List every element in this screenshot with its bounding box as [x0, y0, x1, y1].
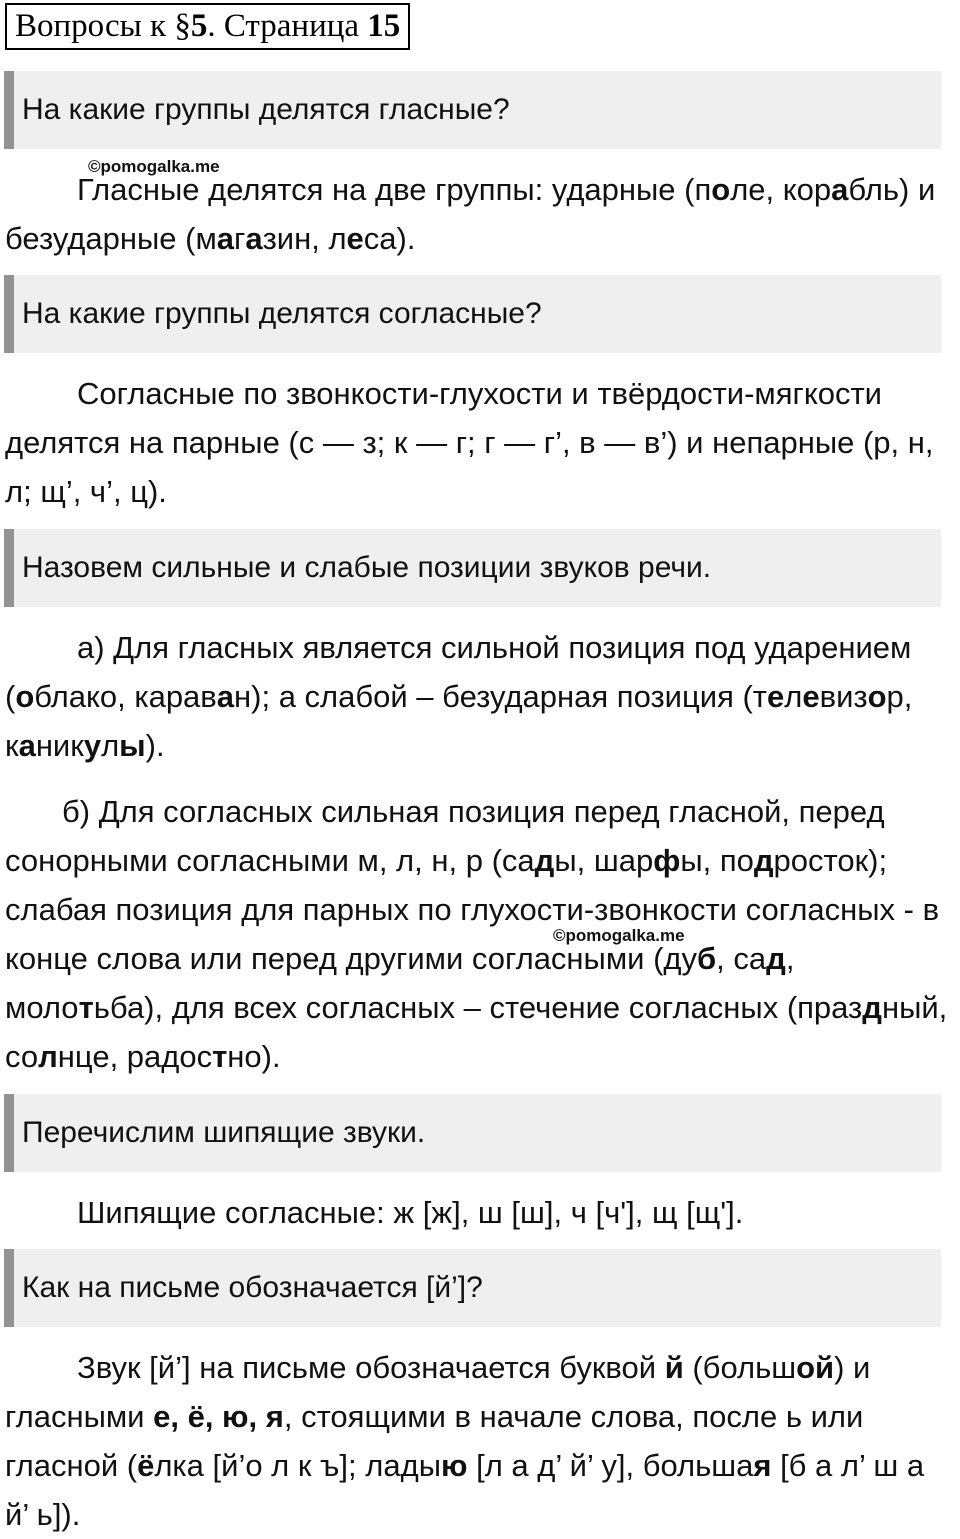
question-block-consonant-groups: [4, 275, 941, 353]
answer-sibilants: Шипящие согласные: ж [ж], ш [ш], ч [ч'], щ [щ'].: [77, 1195, 744, 1230]
title-prefix: Вопросы к §: [15, 8, 191, 44]
answer-vowel-groups: Гласные делятся на две группы: ударные (поле, корабль) и безударные (магазин, леса).: [5, 172, 936, 256]
title-section-number: 5: [190, 8, 208, 44]
title-middle: . Страница: [207, 8, 368, 44]
question-block-strong-weak-positions: [4, 529, 941, 607]
answer-vowel-positions: а) Для гласных является сильной позиция под ударением (облако, караван); а слабой – безударная позиция (телевизор, каникулы).: [5, 630, 913, 763]
question-block-sibilants: [4, 1094, 941, 1172]
answer-consonant-positions: б) Для согласных сильная позиция перед гласной, перед сонорными согласными м, л, н, р (сады, шарфы, подросток); слабая позиция для парных по глухости-звонкости согласных - в конце слова или перед другими согласными (дуб, сад, молотьба), для всех согласных – стечение согласных (праздный, солнце, радостно).: [5, 794, 948, 1074]
question-text: На какие группы делятся согласные?: [22, 297, 542, 330]
question-text: Перечислим шипящие звуки.: [22, 1116, 426, 1149]
watermark: ©pomogalka.me: [553, 926, 685, 945]
answer-consonant-groups: Согласные по звонкости-глухости и твёрдости-мягкости делятся на парные (с — з; к — г; г — г’, в — в’) и непарные (р, н, л; щ’, ч’, ц).: [5, 376, 934, 509]
question-text: На какие группы делятся гласные?: [22, 93, 510, 126]
answer-yot-letter: Звук [й’] на письме обозначается буквой й (большой) и гласными е, ё, ю, я, стоящими в начале слова, после ь или гласной (ёлка [й’о л к ъ]; ладыю [л а д’ й’ у], большая [б а л’ ш а й’ ь]).: [5, 1350, 925, 1532]
title-page-number: 15: [367, 8, 401, 44]
question-block-vowel-groups: [4, 71, 941, 149]
question-text: Как на письме обозначается [й’]?: [22, 1271, 483, 1304]
question-text: Назовем сильные и слабые позиции звуков речи.: [22, 551, 712, 584]
question-block-yot-letter: [4, 1249, 941, 1327]
page-title: [5, 3, 410, 50]
watermark: ©pomogalka.me: [88, 157, 220, 176]
